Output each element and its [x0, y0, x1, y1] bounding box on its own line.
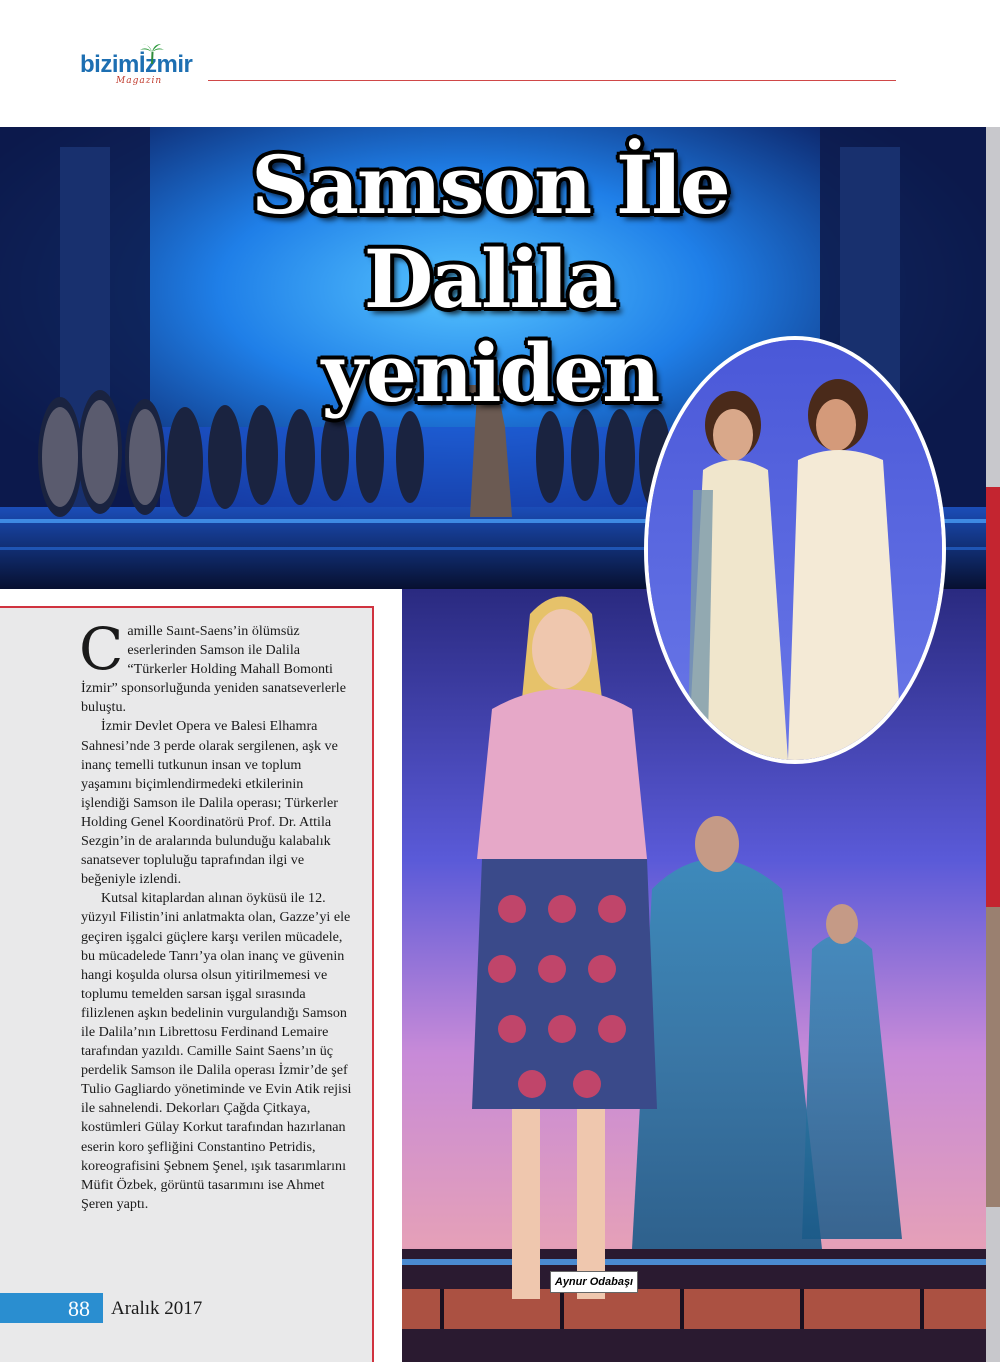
article-paragraph: İzmir Devlet Opera ve Balesi Elhamra Sahnesi’nde 3 perde olarak sergilenen, aşk ve inanç temelli tutkunun insan ve toplum yaşamını biçimlendirmedeki etkilerinin işlendiği Samson ile Dalila operası; Türkerler Holding Genel Koordinatörü Prof. Dr. Attila Sezgin’in de aralarında bulunduğu kalabalık sanatsever topluluğu taprafından ilgi ve beğeniyle izlendi. [81, 718, 338, 888]
logo-text: bizimİzmir [80, 51, 193, 78]
header-rule [208, 80, 896, 81]
paragraph-text: amille Saınt-Saens’in ölümsüz eserlerinden Samson ile Dalila “Türkerler Holding Mahall Bomonti İzmir” sponsorluğunda yeniden sanatseverlerle buluştu. [81, 623, 346, 716]
magazine-logo [80, 50, 215, 92]
palm-tree-icon [140, 44, 164, 64]
adjacent-page-edge [986, 127, 1000, 1362]
title-line-2: yeniden [321, 326, 659, 420]
photo-caption: Aynur Odabaşı [550, 1271, 638, 1293]
article-paragraph: Kutsal kitaplardan alınan öyküsü ile 12. yüzyıl Filistin’ini anlatmakta olan, Gazze’yi ele geçiren işgalci güçlere karşı verilen mücadele, bu mücadelede Tanrı’ya olan inanç ve güvenin hangi koşulda olursa olsun yitirilmemesi ve toplumu temelden sarsan işgal sırasında filizlenen aşkın bedelinin vurgulandığı Samson ile Dalila’nın Librettosu Ferdinand Lemaire tarafından yazıldı. Camille Saint Saens’ın üç perdelik Samson ile Dalila operası İzmir’de şef Tulio Gagliardo yönetiminde ve Evin Atik rejisi ile sahnelendi. Dekorları Çağda Çitkaya, kostümleri Gülay Korkut tarafından hazırlanan eserin koro şefliğini Constantino Petridis, koreografisini Şebnem Şenel, ışık tasarımlarını Müfit Özbek, görüntü tasarımını ise Ahmet Şeren yaptı. [81, 890, 352, 1212]
logo-subtitle: Magazin [116, 76, 163, 86]
article-body [79, 615, 353, 1214]
title-line-1: Samson İle Dalila [251, 138, 729, 326]
page-number: 88 [68, 1296, 90, 1321]
issue-date: Aralık 2017 [111, 1298, 203, 1319]
drop-cap: C [79, 615, 124, 683]
article-paragraph [79, 615, 353, 717]
oval-inset-photo [644, 336, 946, 764]
